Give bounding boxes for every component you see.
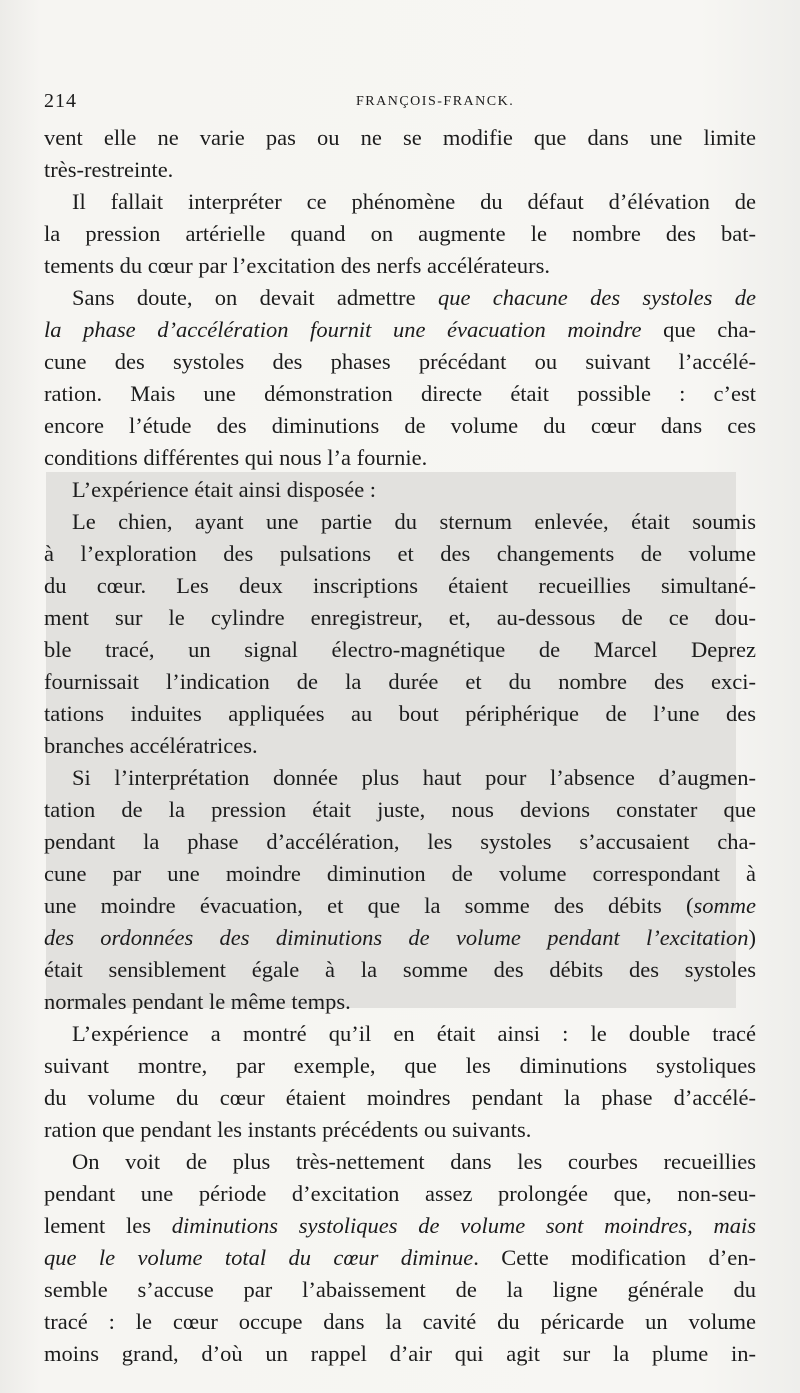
text-segment: tements du cœur par l’excitation des nerfs accélérateurs. <box>44 253 551 278</box>
text-line <box>44 1018 756 1050</box>
text-line <box>44 570 756 602</box>
text-line <box>44 826 756 858</box>
text-segment: Il fallait interpréter ce phénomène du défaut d’élévation de <box>72 189 756 214</box>
text-line <box>44 1242 756 1274</box>
text-line <box>44 410 756 442</box>
text-line <box>44 538 756 570</box>
text-line <box>44 442 756 474</box>
text-segment: Sans doute, on devait admettre <box>72 285 438 310</box>
text-segment: ration. Mais une démonstration directe était possible : c’est <box>44 381 756 406</box>
text-line <box>44 698 756 730</box>
text-segment: à l’exploration des pulsations et des changements de volume <box>44 541 756 566</box>
text-segment: conditions différentes qui nous l’a fournie. <box>44 445 428 470</box>
text-segment: moins grand, d’où un rappel d’air qui agit sur la plume in- <box>44 1341 756 1366</box>
text-line <box>44 1114 756 1146</box>
text-line <box>44 474 756 506</box>
text-segment: vent elle ne varie pas ou ne se modifie que dans une limite <box>44 125 756 150</box>
text-line <box>44 954 756 986</box>
text-segment: Si l’interprétation donnée plus haut pour l’absence d’augmen- <box>72 765 756 790</box>
text-segment: la pression artérielle quand on augmente le nombre des bat- <box>44 221 756 246</box>
text-line <box>44 1082 756 1114</box>
text-line <box>44 730 756 762</box>
text-segment: semble s’accuse par l’abaissement de la ligne générale du <box>44 1277 756 1302</box>
text-line <box>44 602 756 634</box>
text-segment: du cœur. Les deux inscriptions étaient recueillies simultané- <box>44 573 756 598</box>
text-line <box>44 1274 756 1306</box>
text-segment: suivant montre, par exemple, que les diminutions systoliques <box>44 1053 756 1078</box>
text-segment: très-restreinte. <box>44 157 174 182</box>
body-text <box>44 122 756 1370</box>
page-number: 214 <box>44 90 77 112</box>
running-head: FRANÇOIS-FRANCK. <box>356 94 515 109</box>
text-segment: L’expérience a montré qu’il en était ainsi : le double tracé <box>72 1021 756 1046</box>
text-segment: du volume du cœur étaient moindres pendant la phase d’accélé- <box>44 1085 756 1110</box>
text-segment: ble tracé, un signal électro-magnétique de Marcel Deprez <box>44 637 756 662</box>
text-line <box>44 1210 756 1242</box>
text-segment: cune par une moindre diminution de volume correspondant à <box>44 861 756 886</box>
text-segment: que cha- <box>641 317 757 342</box>
italic-text: somme <box>693 893 756 918</box>
text-line <box>44 666 756 698</box>
text-segment: Le chien, ayant une partie du sternum enlevée, était soumis <box>72 509 756 534</box>
text-line <box>44 1146 756 1178</box>
text-line <box>44 634 756 666</box>
text-segment: tations induites appliquées au bout périphérique de l’une des <box>44 701 756 726</box>
text-segment: pendant la phase d’accélération, les systoles s’accusaient cha- <box>44 829 756 854</box>
text-line <box>44 794 756 826</box>
text-line <box>44 922 756 954</box>
text-line <box>44 218 756 250</box>
text-line <box>44 986 756 1018</box>
text-line <box>44 1178 756 1210</box>
text-line <box>44 154 756 186</box>
text-segment: On voit de plus très-nettement dans les courbes recueillies <box>72 1149 756 1174</box>
italic-text: diminutions systoliques de volume sont moindres, mais <box>171 1213 756 1238</box>
italic-text: la phase d’accélération fournit une évacuation moindre <box>44 317 642 342</box>
text-line <box>44 762 756 794</box>
text-segment: lement les <box>44 1213 172 1238</box>
italic-text: que chacune des systoles de <box>437 285 756 310</box>
text-line <box>44 1338 756 1370</box>
text-line <box>44 1050 756 1082</box>
text-line <box>44 890 756 922</box>
text-line <box>44 1306 756 1338</box>
text-segment: ) <box>748 925 756 950</box>
italic-text: des ordonnées des diminutions de volume pendant l’excitation <box>44 925 749 950</box>
text-segment: normales pendant le même temps. <box>44 989 351 1014</box>
page-header <box>44 90 756 114</box>
text-line <box>44 858 756 890</box>
text-segment: branches accélératrices. <box>44 733 258 758</box>
text-segment: était sensiblement égale à la somme des débits des systoles <box>44 957 756 982</box>
text-line <box>44 346 756 378</box>
text-segment: L’expérience était ainsi disposée : <box>72 477 377 502</box>
text-line <box>44 186 756 218</box>
text-segment: cune des systoles des phases précédant ou suivant l’accélé- <box>44 349 756 374</box>
text-segment: une moindre évacuation, et que la somme des débits ( <box>44 893 694 918</box>
text-segment: ration que pendant les instants précédents ou suivants. <box>44 1117 532 1142</box>
text-line <box>44 314 756 346</box>
text-line <box>44 122 756 154</box>
text-segment: ment sur le cylindre enregistreur, et, au-dessous de ce dou- <box>44 605 756 630</box>
text-line <box>44 506 756 538</box>
text-segment: tation de la pression était juste, nous devions constater que <box>44 797 756 822</box>
text-line <box>44 282 756 314</box>
italic-text: que le volume total du cœur diminue <box>44 1245 474 1270</box>
text-segment: pendant une période d’excitation assez prolongée que, non-seu- <box>44 1181 756 1206</box>
text-segment: fournissait l’indication de la durée et du nombre des exci- <box>44 669 756 694</box>
text-segment: tracé : le cœur occupe dans la cavité du péricarde un volume <box>44 1309 756 1334</box>
text-segment: encore l’étude des diminutions de volume du cœur dans ces <box>44 413 756 438</box>
text-line <box>44 250 756 282</box>
text-segment: . Cette modification d’en- <box>473 1245 756 1270</box>
text-line <box>44 378 756 410</box>
